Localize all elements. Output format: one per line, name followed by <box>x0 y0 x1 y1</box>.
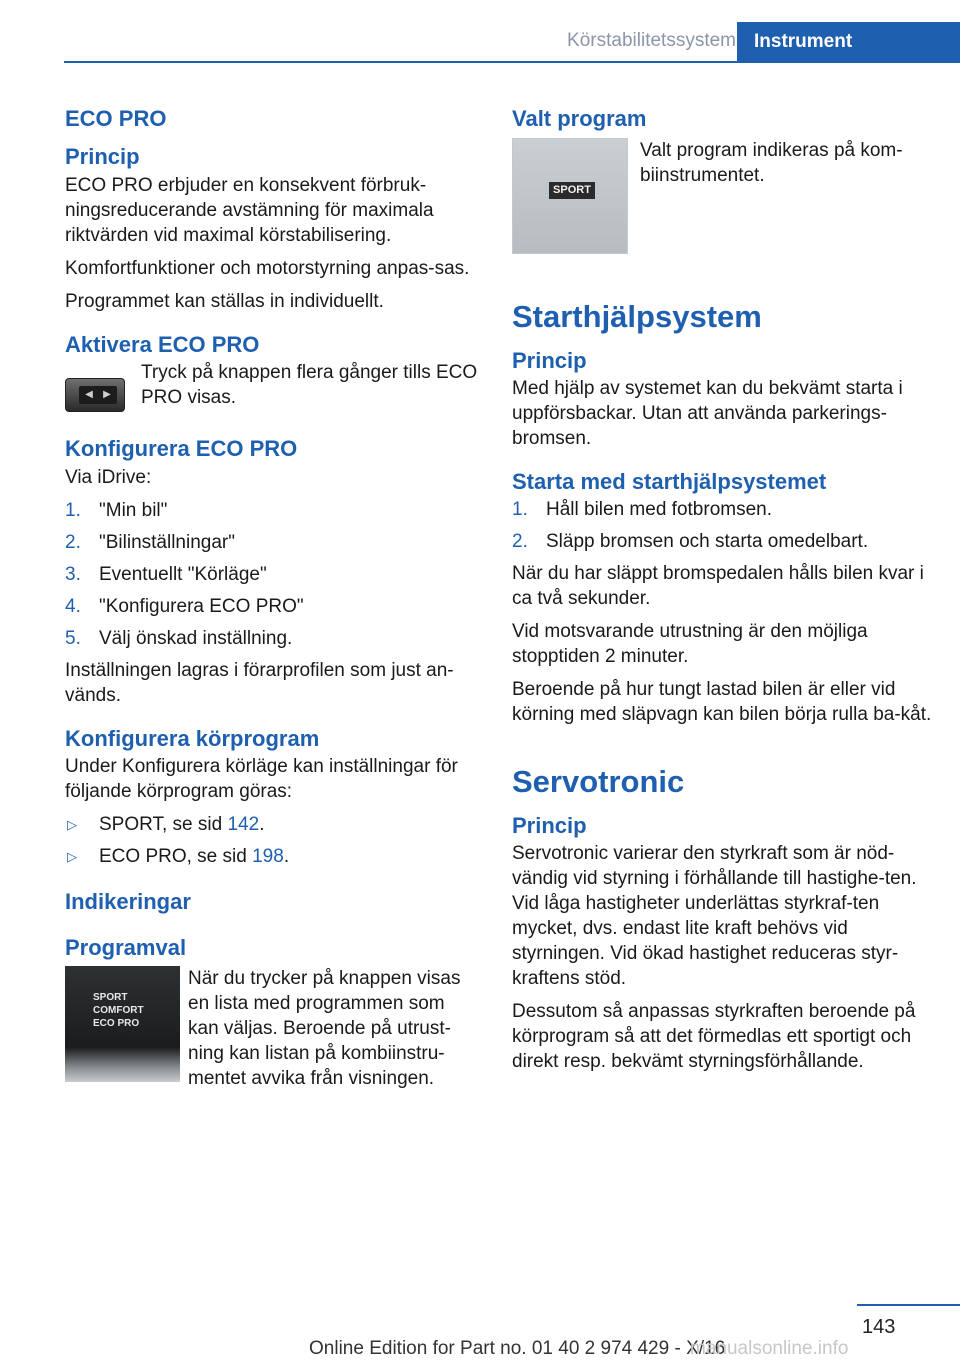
princip-heading: Princip <box>65 144 140 170</box>
starta-steps <box>512 497 932 554</box>
aktivera-heading: Aktivera ECO PRO <box>65 331 260 357</box>
list-item: ▷ ECO PRO, se sid 198. <box>67 845 290 867</box>
list-item: 2. Släpp bromsen och starta omedelbart. <box>512 531 869 553</box>
left-arrow-icon: ◀ <box>85 389 93 401</box>
princip-paragraph-3: Programmet kan ställas in individuellt. <box>65 290 384 312</box>
eco-pro-heading: ECO PRO <box>65 106 167 131</box>
indikeringar-heading: Indikeringar <box>65 888 191 914</box>
servo-paragraph-2: Dessutom så anpassas styrkraften beroende på körprogram så att det förmedlas ett sportigt och direkt resp. bekvämt styrningsförhållande. <box>512 1000 916 1072</box>
korprogram-text: Under Konfigurera körläge kan inställningar för följande körprogram göras: <box>65 755 458 802</box>
header-rule <box>64 61 960 63</box>
list-item: 3. Eventuellt "Körläge" <box>65 563 267 585</box>
konfigurera-eco-heading: Konfigurera ECO PRO <box>65 436 298 462</box>
starta-paragraph-1: När du har släppt bromspedalen hålls bilen kvar i ca två sekunder. <box>512 563 924 610</box>
start-paragraph-1: Med hjälp av systemet kan du bekvämt starta i uppförsbackar. Utan att använda parkerings-bromsen. <box>512 377 903 449</box>
list-item: 2. "Bilinställningar" <box>65 531 235 553</box>
princip-paragraph-2: Komfortfunktioner och motorstyrning anpas-sas. <box>65 257 470 279</box>
list-item: 5. Välj önskad inställning. <box>65 627 293 649</box>
list-item: 4. "Konfigurera ECO PRO" <box>65 595 304 617</box>
konfigurera-steps <box>65 498 480 651</box>
list-item: ▷ SPORT, se sid 142. <box>67 813 265 835</box>
right-arrow-icon: ▶ <box>103 389 111 401</box>
triangle-bullet-icon: ▷ <box>67 848 77 864</box>
servo-princip-heading: Princip <box>512 812 587 838</box>
page-header <box>0 0 960 62</box>
valt-program-heading: Valt program <box>512 106 647 131</box>
starta-paragraph-3: Beroende på hur tungt lastad bilen är eller vid körning med släpvagn kan bilen börja rulla ba-kåt. <box>512 679 932 726</box>
sport-indicator: SPORT <box>549 182 595 199</box>
konfigurera-intro: Via iDrive: <box>65 466 152 488</box>
programval-text: När du trycker på knappen visas en lista med programmen som kan väljas. Beroende på utrust-ning kan listan på kombiinstru-mentet avvika från visningen. <box>188 967 461 1089</box>
valt-program-figure <box>512 138 932 254</box>
aktivera-text: Tryck på knappen flera gånger tills ECO PRO visas. <box>141 362 478 409</box>
header-chapter-tab: Instrument <box>737 22 960 62</box>
triangle-bullet-icon: ▷ <box>67 816 77 832</box>
list-item: 1. Håll bilen med fotbromsen. <box>512 499 772 521</box>
konfigurera-after: Inställningen lagras i förarprofilen som just an-vänds. <box>65 659 454 706</box>
right-column <box>512 100 932 1082</box>
page-footer <box>0 1300 960 1362</box>
valt-program-text: Valt program indikeras på kom-biinstrumentet. <box>640 140 903 187</box>
start-princip-heading: Princip <box>512 347 587 373</box>
list-item: 1. "Min bil" <box>65 499 168 521</box>
aktivera-figure <box>65 360 480 412</box>
page-number: 143 <box>862 1316 896 1338</box>
left-column <box>65 100 480 1101</box>
page-link-198[interactable]: 198 <box>252 845 284 867</box>
edition-text: Online Edition for Part no. 01 40 2 974 429 - X/16 <box>309 1338 726 1359</box>
princip-paragraph-1: ECO PRO erbjuder en konsekvent förbruk-ningsreducerande avstämning för maximala riktvärden vid maximal körstabilisering. <box>65 174 434 246</box>
starta-heading: Starta med starthjälpsystemet <box>512 468 827 494</box>
programval-heading: Programval <box>65 935 187 961</box>
servotronic-heading: Servotronic <box>512 764 685 800</box>
header-section-title: Körstabilitetssystem <box>567 30 736 51</box>
korprogram-list <box>65 812 480 869</box>
starta-paragraph-2: Vid motsvarande utrustning är den möjliga stopptiden 2 minuter. <box>512 621 868 668</box>
footer-rule <box>857 1304 960 1306</box>
servo-paragraph-1: Servotronic varierar den styrkraft som är nöd-vändig vid styrning i förhållande till hastighe-ten. Vid låga hastigheter underlättas styrkraf-ten mycket, dvs. endast lite kraft behövs vid styrningen. Vid ökad hastighet reduceras styr-kraftens stöd. <box>512 842 917 989</box>
program-list-display-image: SPORT COMFORT ECO PRO <box>65 966 180 1082</box>
driving-mode-button-image <box>65 378 125 412</box>
watermark: manualsonline.info <box>690 1338 849 1359</box>
korprogram-heading: Konfigurera körprogram <box>65 725 320 751</box>
sport-display-image <box>512 138 628 254</box>
starthjalpsystem-heading: Starthjälpsystem <box>512 299 762 335</box>
programval-figure <box>65 966 480 1091</box>
page-link-142[interactable]: 142 <box>227 813 260 835</box>
